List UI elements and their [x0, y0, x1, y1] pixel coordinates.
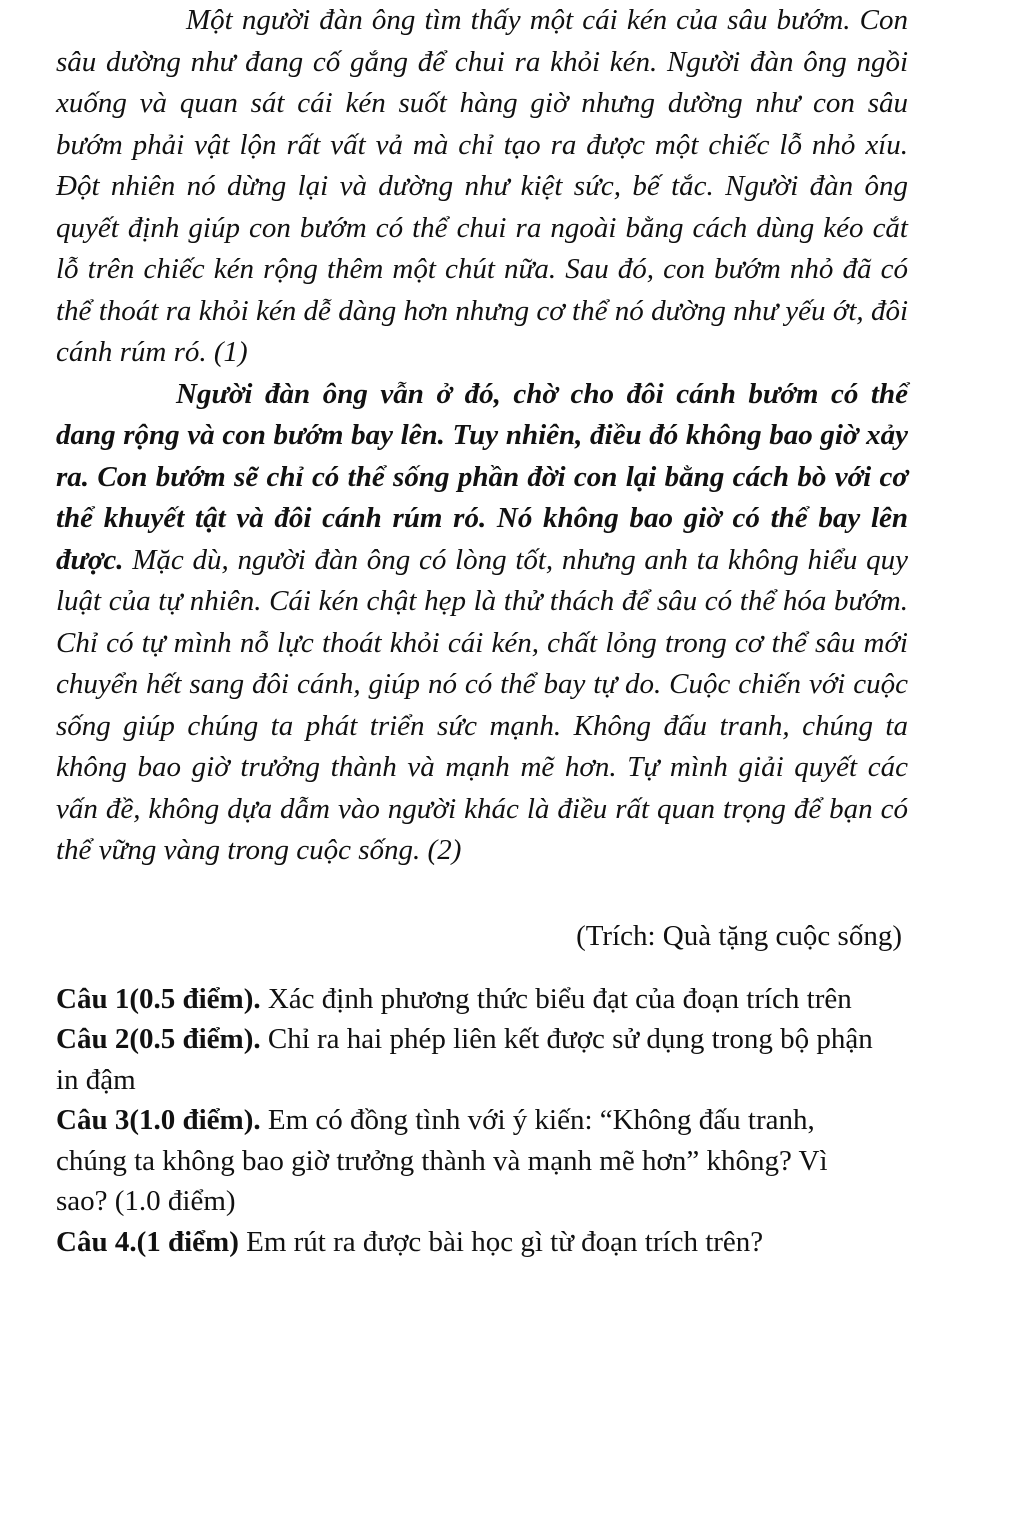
passage-rest: Mặc dù, người đàn ông có lòng tốt, nhưng anh ta không hiểu quy luật của tự nhiên. Cái kén chật hẹp là thử thách để sâu có thể hóa bướm. Chỉ có tự mình nỗ lực thoát khỏi cái kén, chất lỏng trong cơ thể sâu mới chuyển hết sang đôi cánh, giúp nó có thể bay tự do. Cuộc chiến với cuộc sống giúp chúng ta phát triển sức mạnh. Không đấu tranh, chúng ta không bao giờ trưởng thành và mạnh mẽ hơn. Tự mình giải quyết các vấn đề, không dựa dẫm vào người khác là điều rất quan trọng để bạn có thể vững vàng trong cuộc sống. (2): [56, 543, 908, 866]
question-3: [56, 1100, 908, 1222]
question-list: [56, 979, 908, 1263]
passage-paragraph-1: Một người đàn ông tìm thấy một cái kén của sâu bướm. Con sâu dường như đang cố gắng để chui ra khỏi kén. Người đàn ông ngồi xuống và quan sát cái kén suốt hàng giờ nhưng dường như con sâu bướm phải vật lộn rất vất vả mà chỉ tạo ra được một chiếc lỗ nhỏ xíu. Đột nhiên nó dừng lại và dường như kiệt sức, bế tắc. Người đàn ông quyết định giúp con bướm có thể chui ra ngoài bằng cách dùng kéo cắt lỗ trên chiếc kén rộng thêm một chút nữa. Sau đó, con bướm nhỏ đã có thể thoát ra khỏi kén dễ dàng hơn nhưng cơ thể nó dường như yếu ớt, đôi cánh rúm ró. (1): [56, 4, 908, 368]
question-2-text: Chỉ ra hai phép liên kết được sử dụng trong bộ phận in đậm: [56, 1023, 873, 1096]
passage-bold-part: Người đàn ông vẫn ở đó, chờ cho đôi cánh bướm có thể dang rộng và con bướm bay lên. Tuy nhiên, điều đó không bao giờ xảy ra. Con bướm sẽ chỉ có thể sống phần đời con lại bằng cách bò với cơ thể khuyết tật và đôi cánh rúm ró. Nó không bao giờ có thể bay lên được.: [56, 377, 908, 576]
question-4-text: Em rút ra được bài học gì từ đoạn trích trên?: [238, 1225, 764, 1258]
question-3-head: Câu 3(1.0 điểm).: [56, 1104, 261, 1136]
question-3-text: Em có đồng tình với ý kiến: “Không đấu tranh, chúng ta không bao giờ trưởng thành và mạnh mẽ hơn” không? Vì sao? (1.0 điểm): [56, 1104, 828, 1217]
question-4: [56, 1222, 908, 1263]
question-2-head: Câu 2(0.5 điểm).: [56, 1023, 261, 1055]
source-citation: (Trích: Quà tặng cuộc sống): [576, 919, 902, 952]
question-1-text: Xác định phương thức biểu đạt của đoạn trích trên: [260, 982, 852, 1015]
question-4-head: Câu 4.(1 điểm): [56, 1225, 239, 1258]
question-1: [56, 979, 908, 1020]
passage-paragraph-2: [56, 374, 908, 872]
question-2: [56, 1019, 908, 1100]
question-1-head: Câu 1(0.5 điểm).: [56, 982, 261, 1015]
document-page: [56, 0, 908, 1262]
